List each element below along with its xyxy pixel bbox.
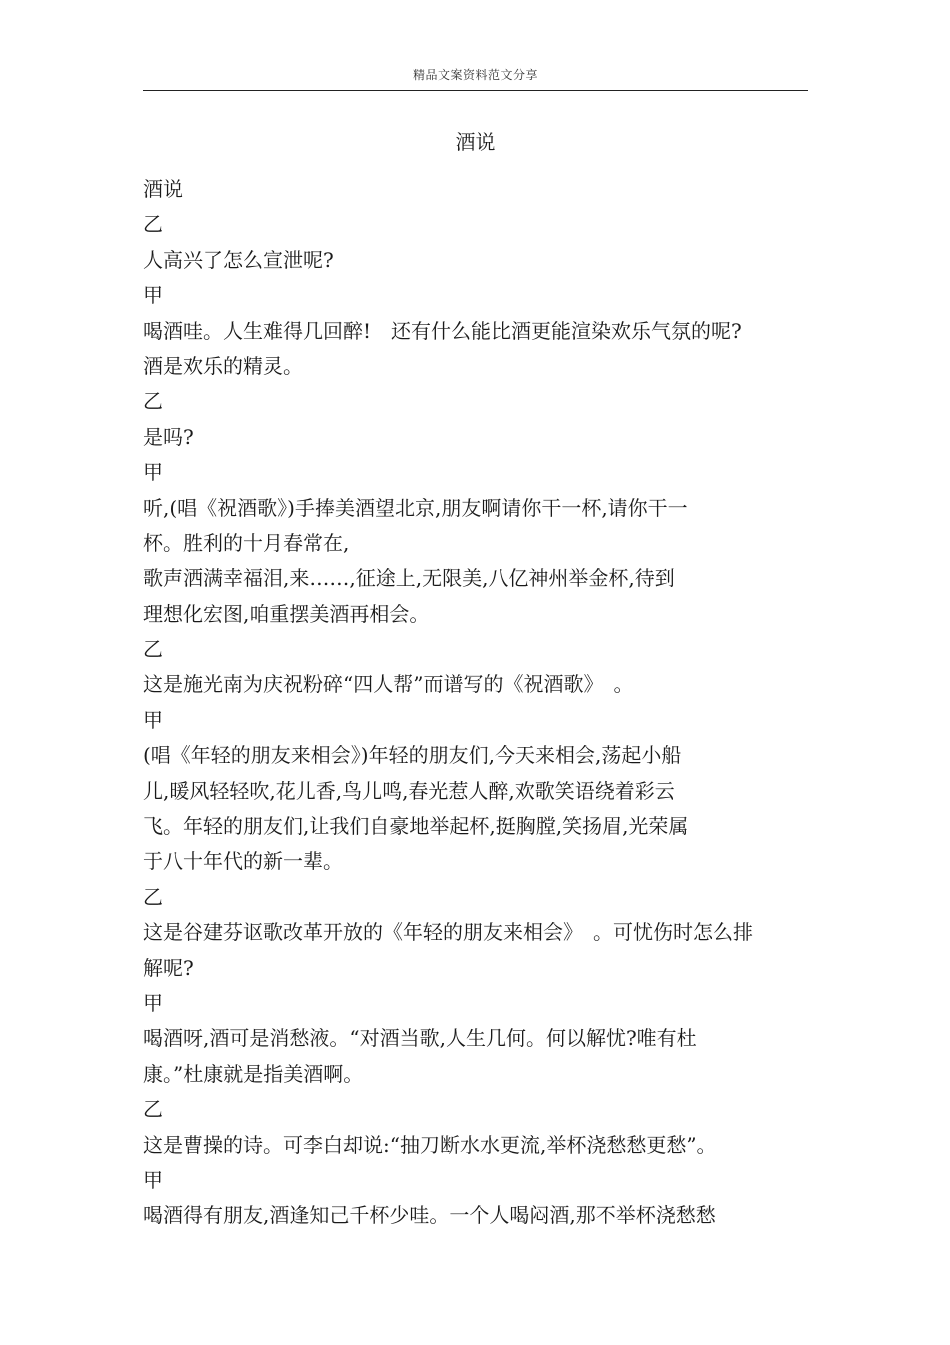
text-line: 这是曹操的诗。可李白却说:“抽刀断水水更流,举杯浇愁愁更愁”。 — [143, 1132, 717, 1157]
text-line: 飞。年轻的朋友们,让我们自豪地举起杯,挺胸膛,笑扬眉,光荣属 — [143, 814, 689, 839]
text-line: 酒说 — [143, 177, 183, 201]
text-line: 酒是欢乐的精灵。 — [143, 353, 303, 378]
speaker-label: 甲 — [143, 1167, 163, 1192]
text-line: (唱《年轻的朋友来相会》)年轻的朋友们,今天来相会,荡起小船 — [143, 743, 682, 768]
speaker-label: 乙 — [143, 389, 163, 414]
text-line: 康。”杜康就是指美酒啊。 — [143, 1061, 364, 1086]
speaker-label: 甲 — [143, 707, 163, 732]
text-line: 儿,暖风轻轻吹,花儿香,鸟儿鸣,春光惹人醉,欢歌笑语绕着彩云 — [143, 778, 675, 803]
text-line: 杯。胜利的十月春常在, — [143, 530, 350, 555]
text-line: 歌声洒满幸福泪,来……,征途上,无限美,八亿神州举金杯,待到 — [143, 566, 675, 591]
document-body — [143, 172, 803, 1234]
speaker-label: 甲 — [143, 990, 163, 1015]
speaker-label: 乙 — [143, 1097, 163, 1122]
text-line: 于八十年代的新一辈。 — [143, 849, 343, 874]
text-line: 听,(唱《祝酒歌》)手捧美酒望北京,朋友啊请你干一杯,请你干一 — [143, 495, 688, 520]
text-line: 这是施光南为庆祝粉碎“四人帮”而谱写的《祝酒歌》 。 — [143, 672, 634, 697]
text-line: 解呢? — [143, 955, 194, 980]
speaker-label: 乙 — [143, 212, 163, 237]
text-line: 理想化宏图,咱重摆美酒再相会。 — [143, 601, 430, 626]
text-line: 喝酒呀,酒可是消愁液。“对酒当歌,人生几何。何以解忧?唯有杜 — [143, 1026, 697, 1051]
page-header: 精品文案资料范文分享 — [412, 68, 538, 82]
speaker-label: 甲 — [143, 460, 163, 485]
text-line: 人高兴了怎么宣泄呢? — [143, 247, 334, 272]
speaker-label: 甲 — [143, 283, 163, 308]
speaker-label: 乙 — [143, 637, 163, 662]
text-line: 是吗? — [143, 424, 194, 449]
text-line: 这是谷建芬讴歌改革开放的《年轻的朋友来相会》 。可忧伤时怎么排 — [143, 920, 753, 945]
text-line: 喝酒得有朋友,酒逢知己千杯少哇。一个人喝闷酒,那不举杯浇愁愁 — [143, 1203, 716, 1228]
speaker-label: 乙 — [143, 884, 163, 909]
text-line: 喝酒哇。人生难得几回醉! 还有什么能比酒更能渲染欢乐气氛的呢? — [143, 318, 742, 343]
document-title: 酒说 — [455, 130, 496, 154]
header-divider — [143, 90, 808, 91]
